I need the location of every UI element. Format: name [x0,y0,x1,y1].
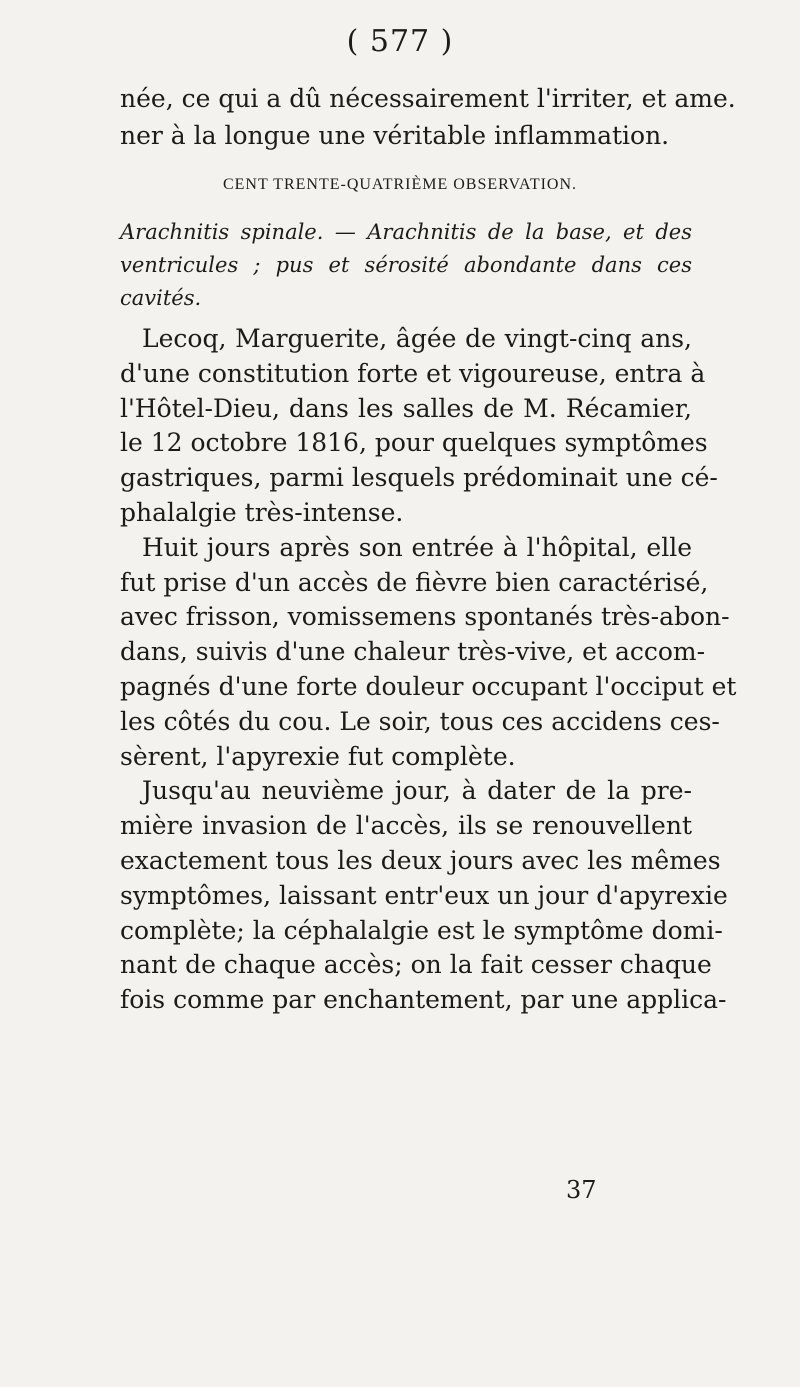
text-line: mière invasion de l'accès, ils se renouvellent [120,811,692,841]
summary-line: cavités. [120,286,202,310]
text-line: née, ce qui a dû nécessairement l'irriter, et ame. [120,84,736,113]
opening-paragraph [120,80,736,154]
text-line: exactement tous les deux jours avec les mêmes [120,845,721,875]
text-line: symptômes, laissant entr'eux un jour d'apyrexie [120,880,728,910]
text-line: le 12 octobre 1816, pour quelques symptômes [120,428,708,458]
text-line: pagnés d'une forte douleur occupant l'occiput et [120,671,737,701]
text-line: les côtés du cou. Le soir, tous ces accidens ces- [120,706,720,736]
text-line: gastriques, parmi lesquels prédominait une cé- [120,463,718,493]
text-line: Jusqu'au neuvième jour, à dater de la pre- [142,776,692,806]
page-number: ( 577 ) [346,24,454,59]
text-line: dans, suivis d'une chaleur très-vive, et accom- [120,637,706,667]
text-line: fut prise d'un accès de fièvre bien caractérisé, [120,567,709,597]
text-line: fois comme par enchantement, par une applica- [120,985,727,1015]
observation-body [120,322,737,1018]
text-line: l'Hôtel-Dieu, dans les salles de M. Récamier, [120,393,692,423]
text-line: ner à la longue une véritable inflammation. [120,121,670,150]
text-line: Lecoq, Marguerite, âgée de vingt-cinq ans, [142,324,692,353]
text-line: avec frisson, vomissemens spontanés très-abon- [120,602,730,632]
text-line: Huit jours après son entrée à l'hôpital, elle [142,532,692,562]
observation-heading: CENT TRENTE-QUATRIÈME OBSERVATION. [222,176,578,193]
text-line: complète; la céphalalgie est le symptôme domi- [120,915,723,945]
text-line: sèrent, l'apyrexie fut complète. [120,741,516,771]
signature-mark: 37 [566,1176,597,1204]
text-line: phalalgie très-intense. [120,497,404,527]
text-line: nant de chaque accès; on la fait cesser chaque [120,950,712,980]
summary-line: ventricules ; pus et sérosité abondante dans ces [120,253,692,277]
summary-line: Arachnitis spinale. — Arachnitis de la base, et des [120,220,692,244]
text-line: d'une constitution forte et vigoureuse, entra à [120,358,706,388]
observation-summary [120,216,692,315]
